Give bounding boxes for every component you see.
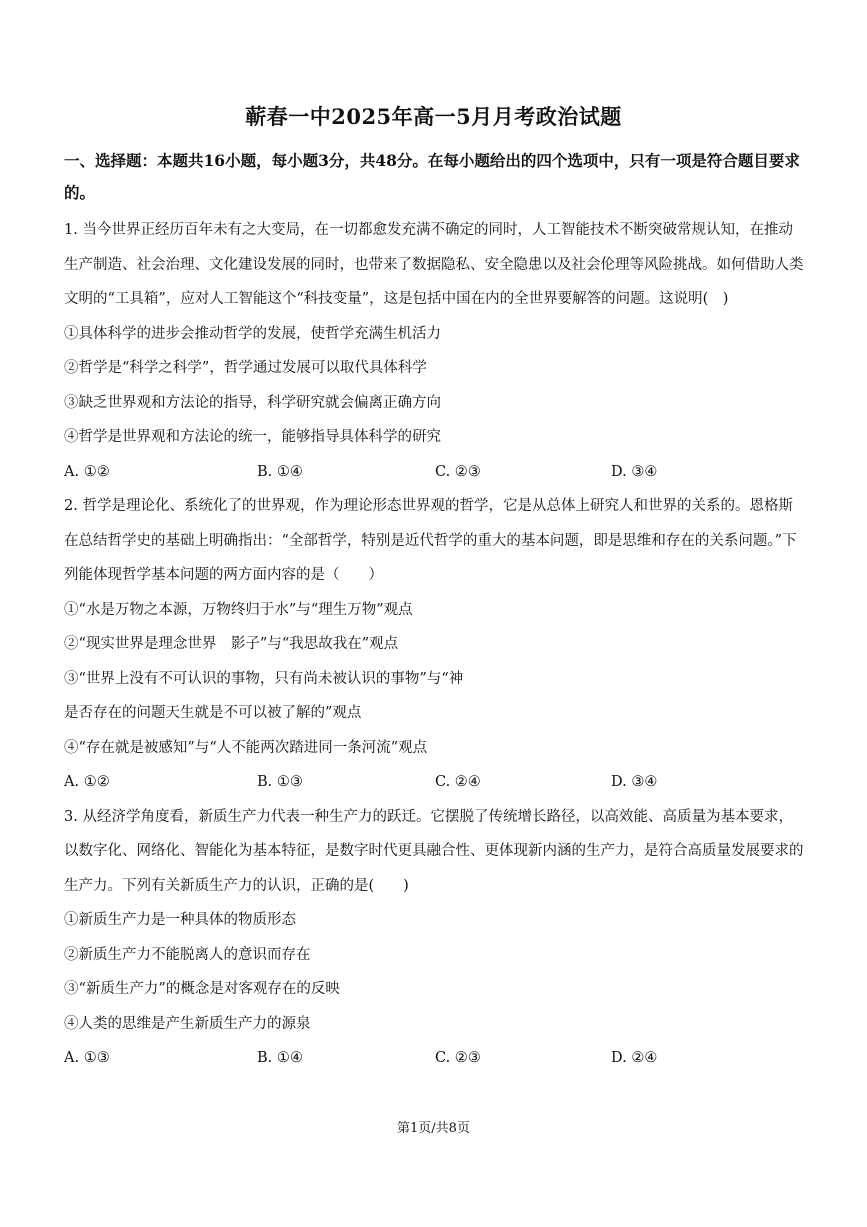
question-stem: 3. 从经济学角度看，新质生产力代表一种生产力的跃迁。它摆脱了传统增长路径，以高效能、高质量为基本要求，以数字化、网络化、智能化为基本特征，是数字时代更具融合性、更体现新内涵的生产力，是符合高质量发展要求的生产力。下列有关新质生产力的认识，正确的是( ) bbox=[64, 808, 804, 894]
choice-d[interactable]: D. ③④ bbox=[611, 463, 658, 480]
section-heading: 一、选择题：本题共16小题，每小题3分，共48分。在每小题给出的四个选项中，只有一项是符合题目要求的。 bbox=[64, 151, 800, 202]
statement-option: ④“存在就是被感知”与“人不能两次踏进同一条河流”观点 bbox=[64, 739, 428, 756]
choice-d[interactable]: D. ②④ bbox=[611, 1050, 658, 1066]
choice-a[interactable]: A. ①② bbox=[64, 463, 110, 480]
statement-option: ③缺乏世界观和方法论的指导，科学研究就会偏离正确方向 bbox=[64, 394, 441, 411]
statement-option: ③“新质生产力”的概念是对客观存在的反映 bbox=[64, 981, 340, 997]
question-1 bbox=[64, 213, 804, 489]
statement-option: 是否存在的问题天生就是不可以被了解的”观点 bbox=[64, 705, 362, 721]
choice-d[interactable]: D. ③④ bbox=[611, 774, 658, 790]
statement-option: ②哲学是“科学之科学”，哲学通过发展可以取代具体科学 bbox=[64, 360, 427, 376]
questions-body bbox=[64, 213, 804, 1076]
choice-a[interactable]: A. ①③ bbox=[64, 1050, 110, 1066]
choice-b[interactable]: B. ①③ bbox=[257, 774, 303, 790]
question-stem: 1. 当今世界正经历百年未有之大变局，在一切都愈发充满不确定的同时，人工智能技术不断突破常规认知，在推动生产制造、社会治理、文化建设发展的同时，也带来了数据隐私、安全隐患以及社会伦理等风险挑战。如何借助人类文明的“工具箱”，应对人工智能这个“科技变量”，这是包括中国在内的全世界要解答的问题。这说明( ) bbox=[64, 222, 804, 307]
choice-c[interactable]: C. ②③ bbox=[435, 463, 481, 480]
page-title: 蕲春一中2025年高一5月月考政治试题 bbox=[245, 104, 622, 129]
choice-c[interactable]: C. ②④ bbox=[435, 774, 481, 790]
choice-b[interactable]: B. ①④ bbox=[257, 1050, 303, 1066]
choice-c[interactable]: C. ②③ bbox=[435, 1050, 481, 1066]
statement-option: ④哲学是世界观和方法论的统一，能够指导具体科学的研究 bbox=[64, 429, 441, 445]
statement-option: ①“水是万物之本源，万物终归于水”与“理生万物”观点 bbox=[64, 601, 413, 618]
statement-option: ①新质生产力是一种具体的物质形态 bbox=[64, 912, 296, 928]
page-number: 第1页/共8页 bbox=[397, 1121, 470, 1136]
question-stem: 2. 哲学是理论化、系统化了的世界观，作为理论形态世界观的哲学，它是从总体上研究人和世界的关系的。恩格斯在总结哲学史的基础上明确指出：“全部哲学，特别是近代哲学的重大的基本问题，即是思维和存在的关系问题。”下列能体现哲学基本问题的两方面内容的是（ ） bbox=[64, 498, 797, 583]
statement-option: ②新质生产力不能脱离人的意识而存在 bbox=[64, 946, 311, 963]
choice-a[interactable]: A. ①② bbox=[64, 774, 110, 790]
answer-choices bbox=[64, 1041, 804, 1076]
question-3 bbox=[64, 800, 804, 1076]
statement-option: ②“现实世界是理念世界 影子”与“我思故我在”观点 bbox=[64, 636, 399, 652]
statement-option: ③“世界上没有不可认识的事物，只有尚未被认识的事物”与“神 bbox=[64, 670, 464, 687]
choice-b[interactable]: B. ①④ bbox=[257, 463, 303, 480]
question-2 bbox=[64, 489, 804, 800]
statement-option: ①具体科学的进步会推动哲学的发展，使哲学充满生机活力 bbox=[64, 325, 441, 342]
answer-choices bbox=[64, 455, 804, 490]
answer-choices bbox=[64, 765, 804, 800]
statement-option: ④人类的思维是产生新质生产力的源泉 bbox=[64, 1015, 311, 1032]
